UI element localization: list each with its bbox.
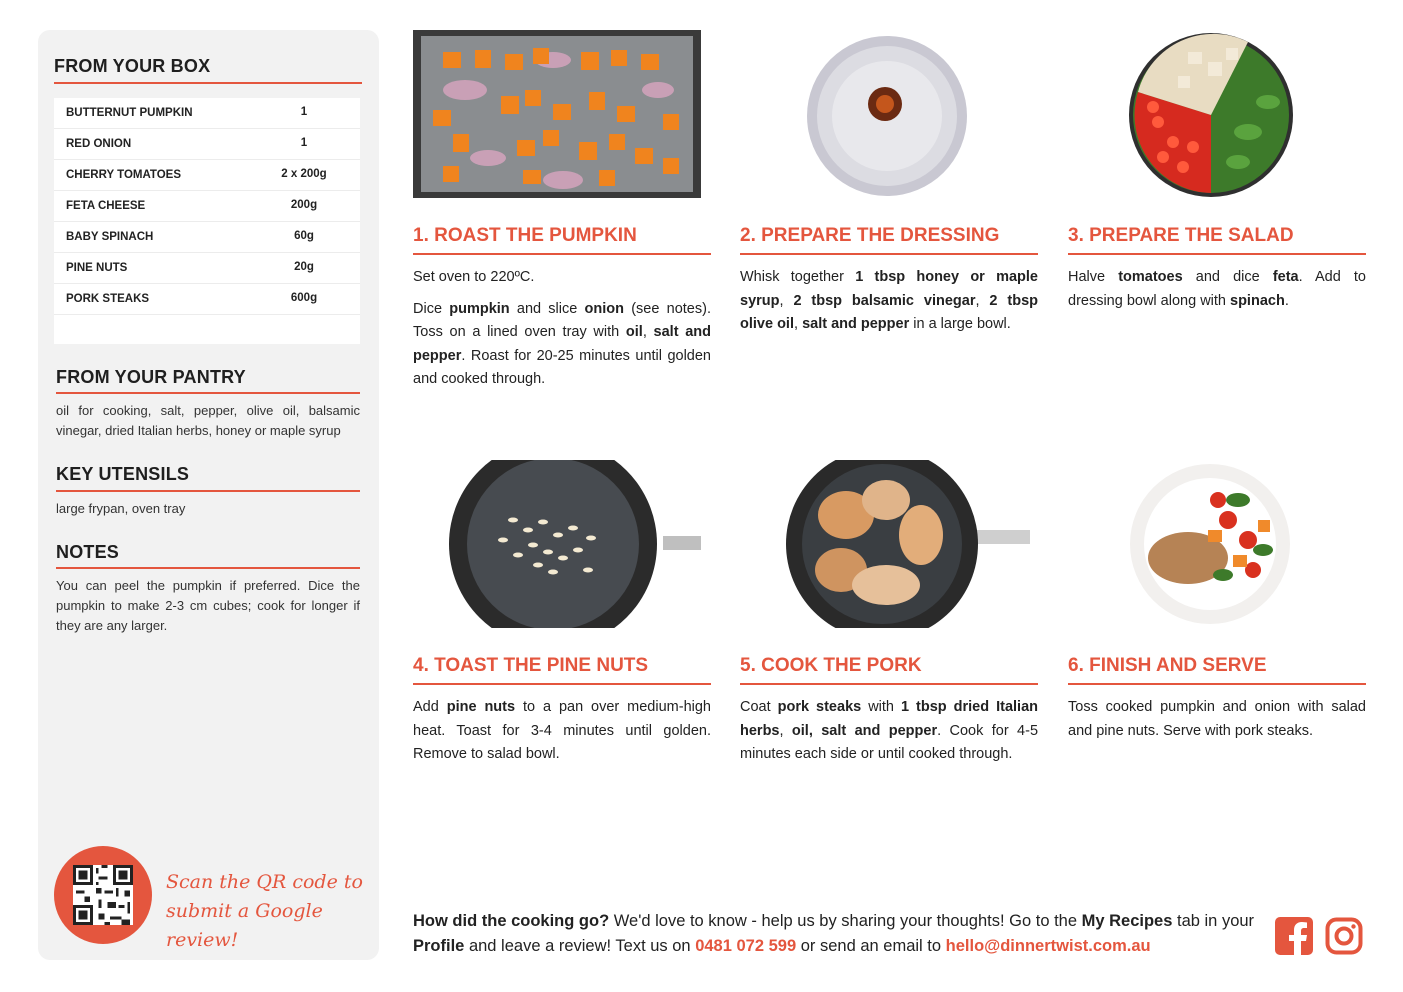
- from-your-box-heading: FROM YOUR BOX: [54, 56, 211, 76]
- ingredient-name: PORK STEAKS: [66, 293, 150, 305]
- footer-text: tab in your: [1172, 912, 1255, 930]
- heading-rule: [56, 567, 360, 569]
- step-2-body: [740, 266, 1038, 345]
- ingredient-name: FETA CHEESE: [66, 200, 146, 212]
- ingredient-name: BUTTERNUT PUMPKIN: [66, 107, 193, 119]
- text-run: and dice: [1182, 269, 1273, 285]
- review-footer: [413, 909, 1263, 959]
- text-run: with: [861, 699, 901, 715]
- step-1-para-2: [413, 298, 711, 392]
- bold-phrase: 1 tbsp honey or maple syrup: [740, 269, 1038, 309]
- ingredient-name: BABY SPINACH: [66, 231, 154, 243]
- text-run: Add: [413, 699, 447, 715]
- qr-caption: [166, 868, 366, 955]
- bold-phrase: oil: [625, 324, 643, 340]
- table-row: [54, 98, 360, 129]
- footer-text: We'd love to know - help us by sharing your thoughts! Go to the: [609, 912, 1082, 930]
- ingredient-qty: 60g: [294, 230, 314, 242]
- table-row: [54, 191, 360, 222]
- bold-phrase: pork steaks: [777, 699, 862, 715]
- text-run: ,: [642, 324, 654, 340]
- bold-phrase: oil, salt and pepper: [791, 722, 938, 739]
- table-row: [54, 284, 360, 315]
- bold-phrase: tomatoes: [1118, 269, 1183, 285]
- text-run: ,: [779, 292, 794, 309]
- profile-label: Profile: [413, 937, 465, 955]
- text-run: ,: [794, 316, 803, 332]
- dressing-bowl-photo: [805, 34, 969, 198]
- salad-bowl-photo: [1128, 32, 1294, 198]
- my-recipes-label: My Recipes: [1081, 912, 1173, 930]
- step-4-body: [413, 696, 711, 775]
- text-run: to a pan over medium-high heat. Toast for 3-4 minutes until golden. Remove to salad bowl.: [413, 699, 711, 762]
- text-run: Toss cooked pumpkin and onion with salad and pine nuts. Serve with pork steaks.: [1068, 699, 1366, 739]
- bold-phrase: pumpkin: [449, 300, 510, 317]
- ingredient-table: [54, 98, 360, 344]
- qr-badge[interactable]: [54, 846, 152, 944]
- step-4-para: [413, 696, 711, 767]
- footer-text: or send an email to: [796, 937, 946, 955]
- text-run: (see notes). Toss on a lined oven tray with: [413, 300, 711, 340]
- bold-phrase: onion: [584, 300, 624, 317]
- bold-phrase: salt and pepper: [802, 316, 910, 332]
- heading-rule: [56, 490, 360, 492]
- step-5-title: 5. COOK THE PORK: [740, 655, 1038, 685]
- bold-phrase: 2 tbsp olive oil: [740, 292, 1038, 332]
- ingredients-sidebar: [38, 30, 379, 960]
- notes-text: You can peel the pumpkin if preferred. Dice the pumpkin to make 2-3 cm cubes; cook for longer if they are any larger.: [56, 578, 360, 633]
- text-run: Coat: [740, 699, 778, 715]
- text-run: Halve: [1068, 269, 1119, 285]
- ingredient-name: CHERRY TOMATOES: [66, 169, 182, 181]
- notes-heading: NOTES: [56, 542, 120, 562]
- step-3-body: [1068, 266, 1366, 321]
- table-row: [54, 129, 360, 160]
- finished-plate-photo: [1128, 460, 1292, 628]
- heading-rule: [54, 82, 362, 84]
- footer-text: and leave a review! Text us on: [464, 937, 696, 955]
- instagram-icon[interactable]: [1325, 917, 1363, 955]
- pine-nuts-pan-photo: [413, 460, 701, 628]
- qr-caption-line: submit a Google review!: [166, 900, 323, 951]
- step-4-title: 4. TOAST THE PINE NUTS: [413, 655, 711, 685]
- step-1-title: 1. ROAST THE PUMPKIN: [413, 225, 711, 255]
- text-run: . Add to dressing bowl along with: [1068, 269, 1366, 309]
- text-run: . Roast for 20-25 minutes until golden and cooked through.: [413, 347, 711, 387]
- key-utensils-heading: KEY UTENSILS: [56, 464, 190, 484]
- ingredient-qty: 20g: [294, 261, 314, 273]
- bold-phrase: pine nuts: [446, 699, 516, 715]
- table-row: [54, 222, 360, 253]
- pantry-text: oil for cooking, salt, pepper, olive oil, balsamic vinegar, dried Italian herbs, honey or maple syrup: [56, 403, 360, 438]
- email-link[interactable]: hello@dinnertwist.com.au: [945, 937, 1151, 955]
- text-run: in a large bowl.: [909, 316, 1011, 332]
- phone-link[interactable]: 0481 072 599: [695, 937, 797, 955]
- text-run: . Cook for 4-5 minutes each side or until cooked through.: [740, 722, 1039, 762]
- table-row: [54, 253, 360, 284]
- text-run: ,: [779, 722, 792, 739]
- bold-phrase: spinach: [1230, 292, 1285, 309]
- step-3-title: 3. PREPARE THE SALAD: [1068, 225, 1366, 255]
- ingredient-name: RED ONION: [66, 138, 132, 150]
- step-6-title: 6. FINISH AND SERVE: [1068, 655, 1366, 685]
- text-run: ,: [975, 292, 990, 309]
- roasting-tray-photo: [413, 30, 701, 198]
- utensils-text: large frypan, oven tray: [56, 501, 186, 516]
- step-5-body: [740, 696, 1038, 775]
- ingredient-qty: 200g: [290, 199, 318, 211]
- qr-code-icon[interactable]: [73, 865, 133, 925]
- bold-phrase: salt and pepper: [413, 324, 712, 364]
- ingredient-name: PINE NUTS: [66, 262, 128, 274]
- step-1-body: [413, 266, 711, 400]
- heading-rule: [56, 392, 360, 394]
- bold-phrase: 2 tbsp balsamic vinegar: [793, 292, 976, 309]
- qr-caption-line: Scan the QR code to: [166, 871, 363, 893]
- step-3-para: [1068, 266, 1366, 313]
- text-run: .: [1284, 292, 1289, 309]
- step-5-para: [740, 696, 1038, 767]
- text-run: Dice: [413, 300, 450, 317]
- footer-question: How did the cooking go?: [413, 912, 610, 930]
- ingredient-qty: 2 x 200g: [281, 168, 327, 180]
- step-1-para-1: Set oven to 220ºC.: [413, 269, 535, 285]
- step-2-para: [740, 266, 1038, 337]
- bold-phrase: 1 tbsp dried Italian herbs: [740, 699, 1038, 739]
- text-run: and slice: [509, 300, 585, 317]
- pork-pan-photo: [786, 460, 1030, 628]
- bold-phrase: feta: [1272, 269, 1299, 285]
- from-your-pantry-heading: FROM YOUR PANTRY: [56, 367, 246, 387]
- step-6-body: [1068, 696, 1366, 751]
- text-run: Whisk together: [740, 269, 856, 285]
- ingredient-qty: 1: [300, 137, 308, 149]
- table-row: [54, 160, 360, 191]
- step-6-para: [1068, 696, 1366, 743]
- ingredient-qty: 600g: [290, 292, 318, 304]
- ingredient-qty: 1: [300, 106, 308, 118]
- facebook-icon[interactable]: [1275, 917, 1313, 955]
- step-2-title: 2. PREPARE THE DRESSING: [740, 225, 1038, 255]
